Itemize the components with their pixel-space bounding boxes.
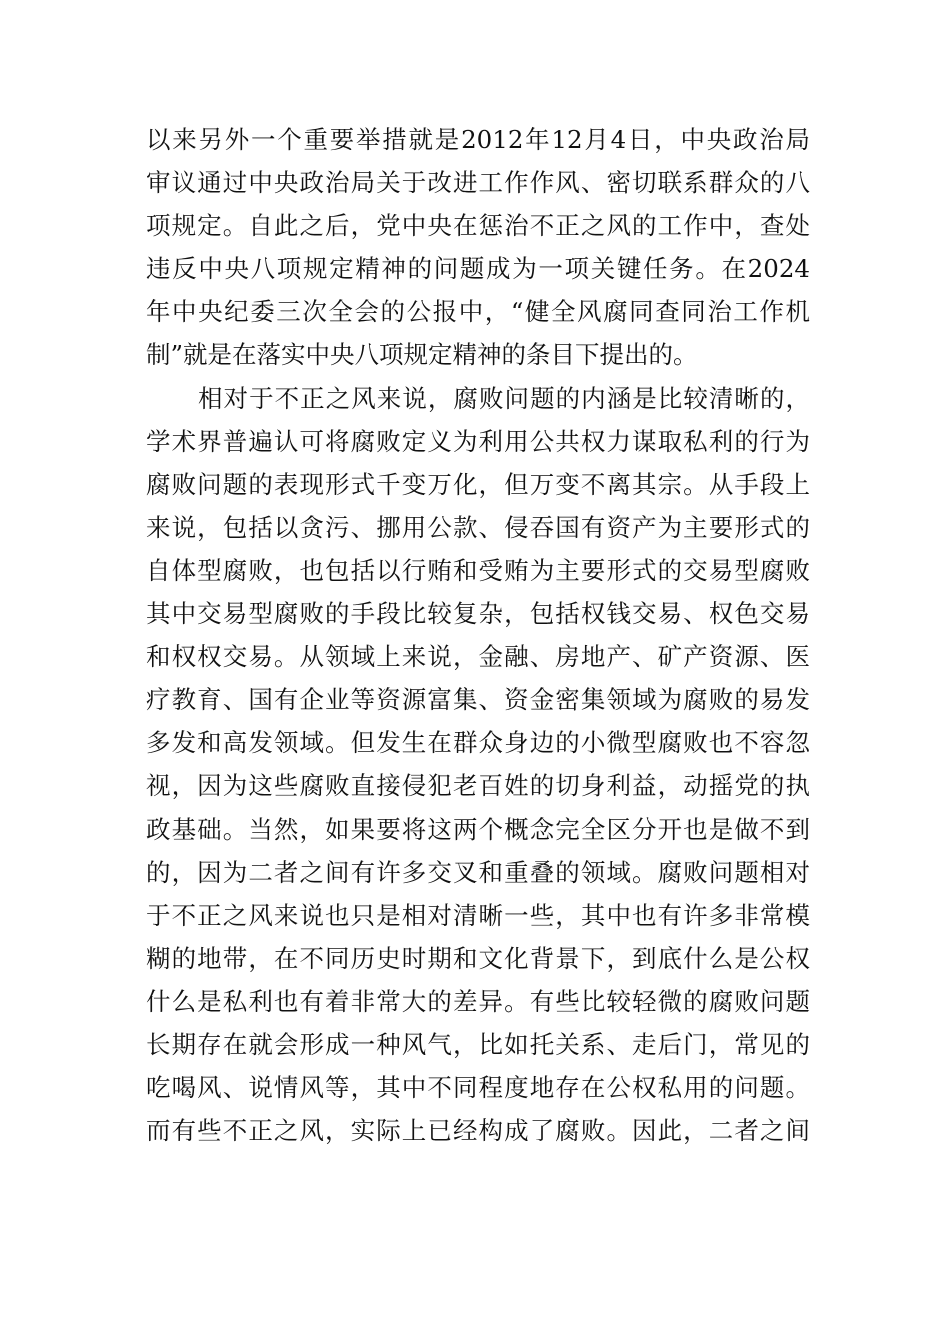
text-line: 视，因为这些腐败直接侵犯老百姓的切身利益，动摇党的执 xyxy=(146,771,810,801)
text-line: 学术界普遍认可将腐败定义为利用公共权力谋取私利的行为 xyxy=(146,426,810,456)
text-line: 的，因为二者之间有许多交叉和重叠的领域。腐败问题相对 xyxy=(146,857,810,887)
text-line: 长期存在就会形成一种风气，比如托关系、走后门，常见的 xyxy=(146,1029,810,1059)
text-line: 腐败问题的表现形式千变万化，但万变不离其宗。从手段上 xyxy=(146,469,810,499)
text-line: 来说，包括以贪污、挪用公款、侵吞国有资产为主要形式的 xyxy=(146,512,810,542)
text-line: 什么是私利也有着非常大的差异。有些比较轻微的腐败问题 xyxy=(146,986,810,1016)
text-line: 糊的地带，在不同历史时期和文化背景下，到底什么是公权 xyxy=(146,943,810,973)
text-line: 审议通过中央政治局关于改进工作作风、密切联系群众的八 xyxy=(146,168,810,198)
text-line: 而有些不正之风，实际上已经构成了腐败。因此，二者之间 xyxy=(146,1116,810,1146)
text-line: 以来另外一个重要举措就是2012年12月4日，中央政治局 xyxy=(146,125,810,154)
text-line: 年中央纪委三次全会的公报中，“健全风腐同查同治工作机 xyxy=(146,297,810,327)
text-line: 多发和高发领域。但发生在群众身边的小微型腐败也不容忽 xyxy=(146,728,810,758)
text-line: 吃喝风、说情风等，其中不同程度地存在公权私用的问题。 xyxy=(146,1073,810,1103)
text-line: 项规定。自此之后，党中央在惩治不正之风的工作中，查处 xyxy=(146,211,810,241)
text-line: 自体型腐败，也包括以行贿和受贿为主要形式的交易型腐败 xyxy=(146,555,810,585)
text-line: 制”就是在落实中央八项规定精神的条目下提出的。 xyxy=(146,340,698,370)
text-line: 政基础。当然，如果要将这两个概念完全区分开也是做不到 xyxy=(146,814,810,844)
body-text xyxy=(146,118,810,1152)
text-line: 其中交易型腐败的手段比较复杂，包括权钱交易、权色交易 xyxy=(146,599,810,629)
text-line: 疗教育、国有企业等资源富集、资金密集领域为腐败的易发 xyxy=(146,685,810,715)
paragraph-first-line: 相对于不正之风来说，腐败问题的内涵是比较清晰的， xyxy=(198,383,810,413)
text-line: 违反中央八项规定精神的问题成为一项关键任务。在2024 xyxy=(146,254,810,284)
text-line: 和权权交易。从领域上来说，金融、房地产、矿产资源、医 xyxy=(146,642,810,672)
text-line: 于不正之风来说也只是相对清晰一些，其中也有许多非常模 xyxy=(146,900,810,930)
